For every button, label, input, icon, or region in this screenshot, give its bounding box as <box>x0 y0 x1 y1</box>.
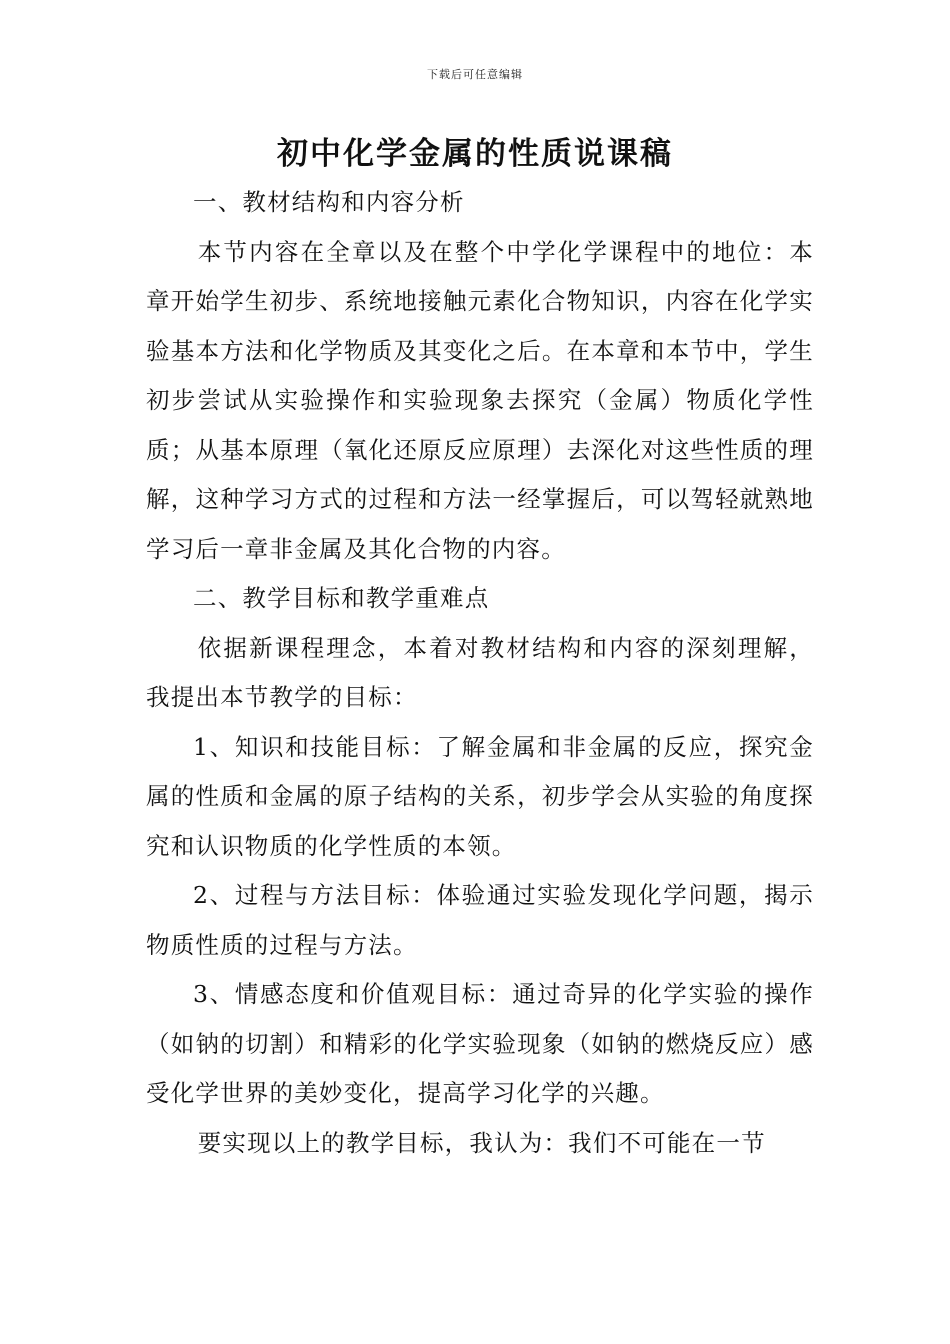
goal-item-emotion: 3、情感态度和价值观目标：通过奇异的化学实验的操作（如钠的切割）和精彩的化学实验现象（如钠的燃烧反应）感受化学世界的美妙变化，提高学习化学的兴趣。 <box>146 980 814 1107</box>
paragraph-goals-intro: 依据新课程理念，本着对教材结构和内容的深刻理解，我提出本节教学的目标： <box>146 633 814 711</box>
header-note: 下载后可任意编辑 <box>427 68 523 81</box>
paragraph-conclusion: 要实现以上的教学目标，我认为：我们不可能在一节 <box>197 1128 766 1157</box>
section-heading-1: 一、教材结构和内容分析 <box>193 188 465 216</box>
section-heading-2: 二、教学目标和教学重难点 <box>193 584 490 612</box>
goal-item-process: 2、过程与方法目标：体验通过实验发现化学问题，揭示物质性质的过程与方法。 <box>146 881 814 959</box>
document-body <box>146 178 814 1168</box>
goal-item-knowledge: 1、知识和技能目标：了解金属和非金属的反应，探究金属的性质和金属的原子结构的关系，初步学会从实验的角度探究和认识物质的化学性质的本领。 <box>146 732 814 860</box>
paragraph-position: 本节内容在全章以及在整个中学化学课程中的地位：本章开始学生初步、系统地接触元素化合物知识，内容在化学实验基本方法和化学物质及其变化之后。在本章和本节中，学生初步尝试从实验操作和实验现象去探究（金属）物质化学性质；从基本原理（氧化还原反应原理）去深化对这些性质的理解，这种学习方式的过程和方法一经掌握后，可以驾轻就熟地学习后一章非金属及其化合物的内容。 <box>146 237 814 563</box>
document-title: 初中化学金属的性质说课稿 <box>277 136 673 172</box>
